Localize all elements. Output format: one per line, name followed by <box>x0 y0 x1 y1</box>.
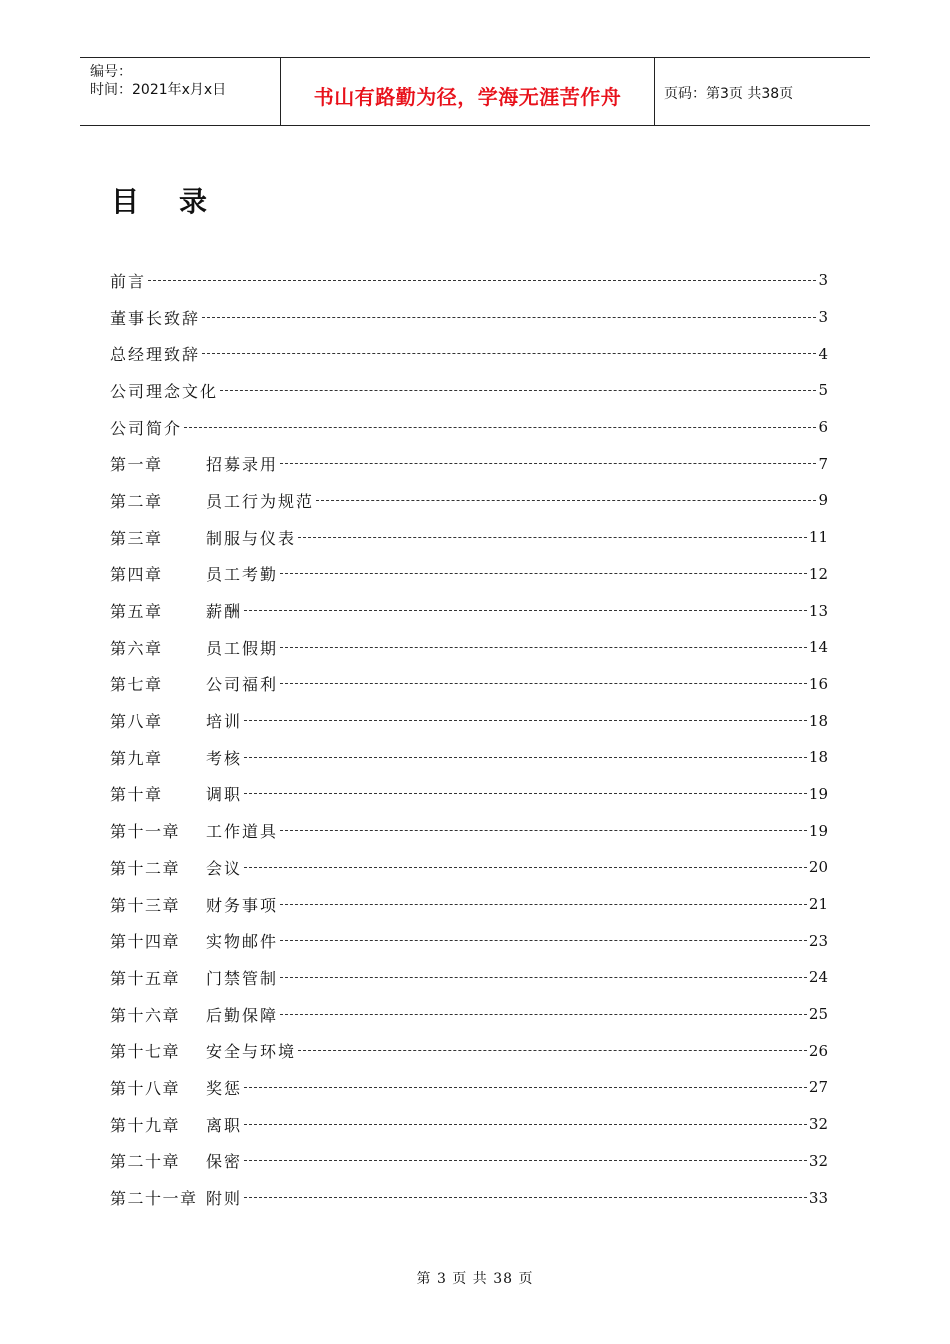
toc-leader-line <box>148 280 816 281</box>
toc-entry-title: 总经理致辞 <box>110 345 201 365</box>
toc-entry[interactable] <box>110 739 828 776</box>
toc-entry-title: 调职 <box>206 785 243 805</box>
document-header <box>80 57 870 126</box>
toc-page-number: 14 <box>808 638 828 657</box>
toc-entry-title: 培训 <box>206 712 243 732</box>
toc-leader-line <box>244 1087 807 1088</box>
toc-page-number: 18 <box>808 748 828 767</box>
toc-entry[interactable] <box>110 1069 828 1106</box>
toc-chapter-number: 第九章 <box>110 748 163 768</box>
toc-page-number: 11 <box>808 528 828 547</box>
toc-chapter-number: 第十二章 <box>110 858 181 878</box>
toc-chapter-number: 第四章 <box>110 565 163 585</box>
toc-chapter-number: 第十八章 <box>110 1078 181 1098</box>
toc-chapter-number: 第八章 <box>110 712 163 732</box>
toc-entry-title: 制服与仪表 <box>206 528 297 548</box>
toc-leader-line <box>280 904 807 905</box>
toc-page-number: 27 <box>808 1078 828 1097</box>
toc-leader-line <box>202 317 816 318</box>
toc-page-number: 13 <box>808 601 828 620</box>
toc-chapter-number: 第七章 <box>110 675 163 695</box>
toc-entry[interactable] <box>110 959 828 996</box>
toc-chapter-number: 第十一章 <box>110 822 181 842</box>
toc-entry-title: 附则 <box>206 1189 243 1209</box>
toc-page-number: 7 <box>818 454 828 473</box>
toc-entry-title: 公司简介 <box>110 418 183 438</box>
toc-entry[interactable] <box>110 445 828 482</box>
toc-leader-line <box>280 573 807 574</box>
toc-leader-line <box>244 720 807 721</box>
toc-entry-title: 员工考勤 <box>206 565 279 585</box>
toc-leader-line <box>244 1124 807 1125</box>
toc-entry[interactable] <box>110 1143 828 1180</box>
toc-leader-line <box>280 683 807 684</box>
toc-entry[interactable] <box>110 629 828 666</box>
toc-entry-title: 董事长致辞 <box>110 308 201 328</box>
toc-entry[interactable] <box>110 592 828 629</box>
toc-page-number: 16 <box>808 674 828 693</box>
toc-chapter-number: 第二十章 <box>110 1152 181 1172</box>
toc-page-number: 21 <box>808 895 828 914</box>
toc-title-char-2: 录 <box>179 185 208 218</box>
toc-page-number: 25 <box>808 1005 828 1024</box>
toc-leader-line <box>220 390 816 391</box>
toc-leader-line <box>280 940 807 941</box>
toc-chapter-number: 第三章 <box>110 528 163 548</box>
toc-page-number: 4 <box>818 344 828 363</box>
toc-entry[interactable] <box>110 482 828 519</box>
toc-entry-title: 门禁管制 <box>206 968 279 988</box>
page-footer: 第 3 页 共 38 页 <box>416 1271 534 1287</box>
toc-page-number: 9 <box>818 491 828 510</box>
toc-entry-title: 员工行为规范 <box>206 491 315 511</box>
toc-leader-line <box>298 1050 807 1051</box>
toc-entry-title: 奖惩 <box>206 1078 243 1098</box>
header-motto: 书山有路勤为径，学海无涯苦作舟 <box>313 85 622 109</box>
toc-leader-line <box>316 500 816 501</box>
toc-entry[interactable] <box>110 666 828 703</box>
toc-entry-title: 财务事项 <box>206 895 279 915</box>
toc-page-number: 32 <box>808 1151 828 1170</box>
toc-leader-line <box>184 427 816 428</box>
toc-leader-line <box>280 830 807 831</box>
toc-title-char-1: 目 <box>111 185 140 218</box>
toc-chapter-number: 第十四章 <box>110 932 181 952</box>
toc-leader-line <box>244 867 807 868</box>
toc-chapter-number: 第十九章 <box>110 1115 181 1135</box>
header-right-cell <box>656 58 870 125</box>
toc-leader-line <box>202 353 816 354</box>
toc-leader-line <box>280 1014 807 1015</box>
toc-entry[interactable] <box>110 556 828 593</box>
toc-leader-line <box>280 463 816 464</box>
toc-chapter-number: 第六章 <box>110 638 163 658</box>
toc-entry-title: 考核 <box>206 748 243 768</box>
toc-leader-line <box>244 610 807 611</box>
toc-leader-line <box>244 793 807 794</box>
toc-entry[interactable] <box>110 776 828 813</box>
toc-leader-line <box>244 757 807 758</box>
toc-chapter-number: 第二十一章 <box>110 1189 198 1209</box>
toc-entry[interactable] <box>110 262 828 299</box>
toc-page-number: 19 <box>808 821 828 840</box>
header-left-cell <box>80 58 281 125</box>
toc-page-number: 32 <box>808 1115 828 1134</box>
header-page-info: 页码：第3页 共38页 <box>664 86 794 102</box>
toc-entry[interactable] <box>110 299 828 336</box>
toc-entry[interactable] <box>110 702 828 739</box>
toc-entry[interactable] <box>110 519 828 556</box>
toc-page-number: 6 <box>818 418 828 437</box>
toc-entry[interactable] <box>110 886 828 923</box>
toc-entry[interactable] <box>110 996 828 1033</box>
toc-entry-title: 员工假期 <box>206 638 279 658</box>
toc-leader-line <box>244 1197 807 1198</box>
toc-entry-title: 会议 <box>206 858 243 878</box>
toc-page-number: 5 <box>818 381 828 400</box>
toc-entry[interactable] <box>110 335 828 372</box>
toc-page-number: 19 <box>808 784 828 803</box>
toc-entry-title: 实物邮件 <box>206 932 279 952</box>
toc-leader-line <box>298 537 807 538</box>
serial-number-label: 编号： <box>90 64 132 80</box>
toc-chapter-number: 第二章 <box>110 491 163 511</box>
toc-entry[interactable] <box>110 372 828 409</box>
toc-entry[interactable] <box>110 922 828 959</box>
toc-page-number: 18 <box>808 711 828 730</box>
toc-entry-title: 工作道具 <box>206 822 279 842</box>
toc-chapter-number: 第十六章 <box>110 1005 181 1025</box>
toc-entry[interactable] <box>110 1106 828 1143</box>
date-label: 时间：2021年x月x日 <box>90 82 227 98</box>
toc-entry-title: 保密 <box>206 1152 243 1172</box>
toc-page-number: 23 <box>808 931 828 950</box>
toc-page-number: 26 <box>808 1041 828 1060</box>
table-of-contents <box>110 262 828 1216</box>
toc-chapter-number: 第五章 <box>110 602 163 622</box>
toc-entry-title: 公司理念文化 <box>110 381 219 401</box>
toc-page-number: 24 <box>808 968 828 987</box>
toc-entry[interactable] <box>110 812 828 849</box>
toc-entry-title: 薪酬 <box>206 602 243 622</box>
toc-entry[interactable] <box>110 409 828 446</box>
toc-page-number: 33 <box>808 1188 828 1207</box>
toc-title <box>111 180 207 220</box>
toc-leader-line <box>244 1160 807 1161</box>
toc-chapter-number: 第一章 <box>110 455 163 475</box>
header-middle-cell <box>281 58 655 125</box>
toc-entry[interactable] <box>110 1032 828 1069</box>
toc-entry-title: 招募录用 <box>206 455 279 475</box>
toc-entry[interactable] <box>110 1179 828 1216</box>
toc-page-number: 20 <box>808 858 828 877</box>
toc-chapter-number: 第十章 <box>110 785 163 805</box>
toc-entry-title: 公司福利 <box>206 675 279 695</box>
toc-entry-title: 后勤保障 <box>206 1005 279 1025</box>
toc-entry-title: 前言 <box>110 271 147 291</box>
toc-leader-line <box>280 647 807 648</box>
toc-entry-title: 离职 <box>206 1115 243 1135</box>
toc-chapter-number: 第十三章 <box>110 895 181 915</box>
toc-page-number: 3 <box>818 271 828 290</box>
toc-entry-title: 安全与环境 <box>206 1042 297 1062</box>
toc-entry[interactable] <box>110 849 828 886</box>
toc-chapter-number: 第十七章 <box>110 1042 181 1062</box>
toc-leader-line <box>280 977 807 978</box>
toc-page-number: 12 <box>808 564 828 583</box>
toc-page-number: 3 <box>818 308 828 327</box>
toc-chapter-number: 第十五章 <box>110 968 181 988</box>
